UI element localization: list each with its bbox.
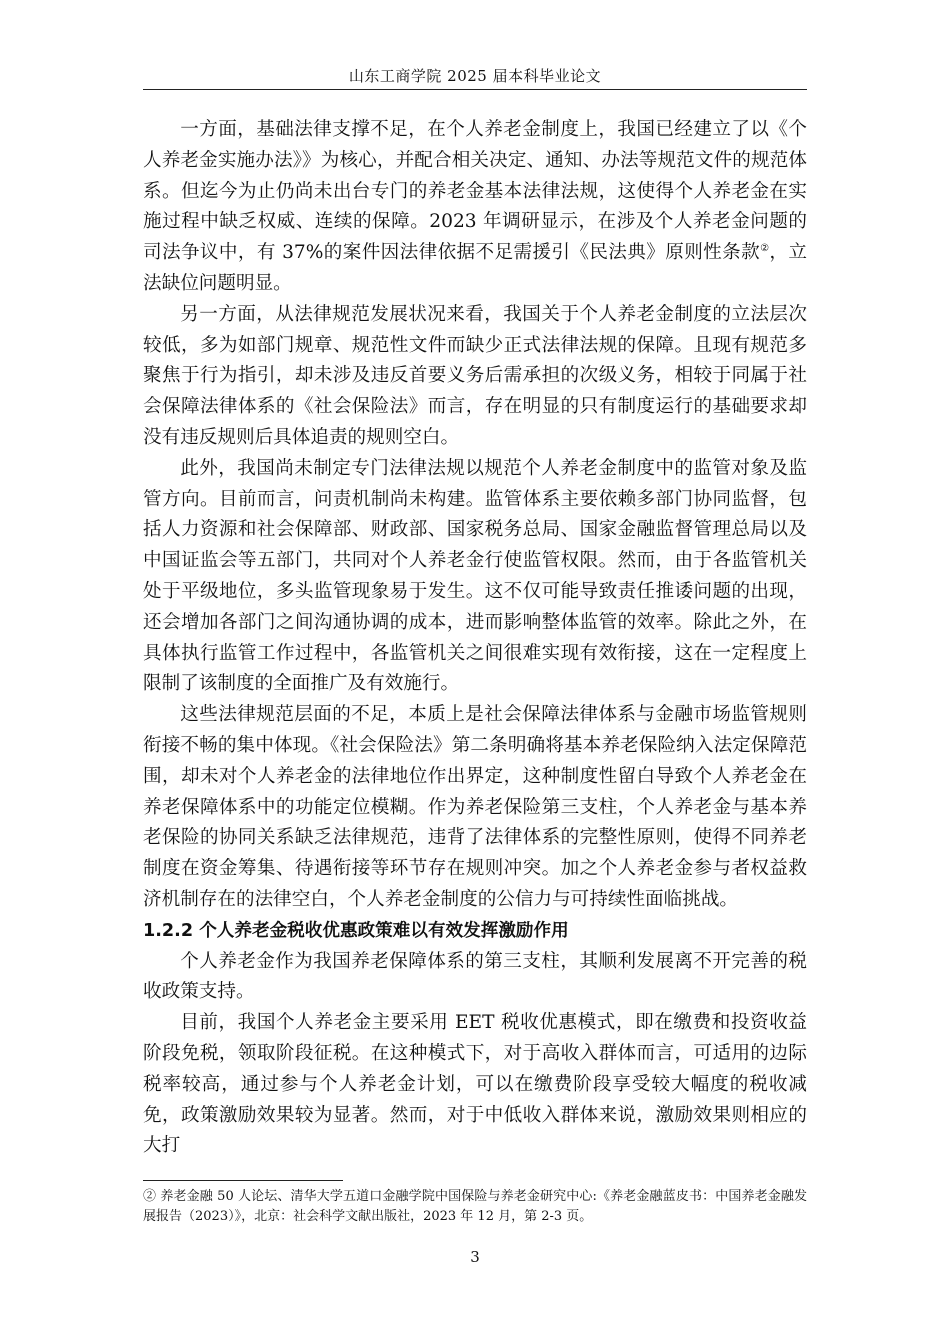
footnote-reference-marker[interactable]: ② [760, 243, 770, 254]
paragraph-eet-model: 目前，我国个人养老金主要采用 EET 税收优惠模式，即在缴费和投资收益阶段免税，领取阶段征税。在这种模式下，对于高收入群体而言，可适用的边际税率较高，通过参与个人养老金计划，可以在缴费阶段享受较大幅度的税收减免，政策激励效果较为显著。然而，对于中低收入群体来说，激励效果则相应的大打 [143, 1012, 807, 1157]
paragraph-legislative-level: 另一方面，从法律规范发展状况来看，我国关于个人养老金制度的立法层次较低，多为如部门规章、规范性文件而缺少正式法律法规的保障。且现有规范多聚焦于行为指引，却未涉及违反首要义务后需承担的次级义务，相较于同属于社会保障法律体系的《社会保险法》而言，存在明显的只有制度运行的基础要求却没有违反规则后具体追责的规则空白。 [143, 303, 807, 448]
paragraph-legal-foundation-tail: ，立法缺位问题明显。 [143, 242, 807, 294]
page-number: 3 [470, 1248, 480, 1266]
paragraph-legal-system-gap: 这些法律规范层面的不足，本质上是社会保障法律体系与金融市场监管规则衔接不畅的集中体现。《社会保险法》第二条明确将基本养老保险纳入法定保障范围，却未对个人养老金的法律地位作出界定，这种制度性留白导致个人养老金在养老保障体系中的功能定位模糊。作为养老保险第三支柱，个人养老金与基本养老保险的协同关系缺乏法律规范，违背了法律体系的完整性原则，使得不同养老制度在资金筹集、待遇衔接等环节存在规则冲突。加之个人养老金参与者权益救济机制存在的法律空白，个人养老金制度的公信力与可持续性面临挑战。 [143, 704, 807, 910]
footnote: ② 养老金融 50 人论坛、清华大学五道口金融学院中国保险与养老金研究中心:《养老金融蓝皮书：中国养老金融发展报告（2023）》，北京：社会科学文献出版社，2023 年 12 月，第 2-3 页。 [143, 1189, 807, 1224]
paragraph-tax-support: 个人养老金作为我国养老保障体系的第三支柱，其顺利发展离不开完善的税收政策支持。 [143, 950, 807, 1003]
section-heading-1-2-2: 1.2.2 个人养老金税收优惠政策难以有效发挥激励作用 [143, 920, 569, 941]
header-rule [143, 89, 807, 90]
paragraph-legal-foundation [143, 115, 807, 300]
body-text [143, 115, 807, 1162]
footnote-rule [143, 1180, 343, 1181]
running-header: 山东工商学院 2025 届本科毕业论文 [348, 67, 602, 85]
paragraph-legal-foundation-text: 一方面，基础法律支撑不足，在个人养老金制度上，我国已经建立了以《个人养老金实施办法》》为核心，并配合相关决定、通知、办法等规范文件的规范体系。但迄今为止仍尚未出台专门的养老金基本法律法规，这使得个人养老金在实施过程中缺乏权威、连续的保障。2023 年调研显示，在涉及个人养老金问题的司法争议中，有 37%的案件因法律依据不足需援引《民法典》原则性条款 [143, 119, 807, 264]
paragraph-supervision: 此外，我国尚未制定专门法律法规以规范个人养老金制度中的监管对象及监管方向。目前而言，问责机制尚未构建。监管体系主要依赖多部门协同监督，包括人力资源和社会保障部、财政部、国家税务总局、国家金融监督管理总局以及中国证监会等五部门，共同对个人养老金行使监管权限。然而，由于各监管机关处于平级地位，多头监管现象易于发生。这不仅可能导致责任推诿问题的出现，还会增加各部门之间沟通协调的成本，进而影响整体监管的效率。除此之外，在具体执行监管工作过程中，各监管机关之间很难实现有效衔接，这在一定程度上限制了该制度的全面推广及有效施行。 [143, 457, 807, 695]
